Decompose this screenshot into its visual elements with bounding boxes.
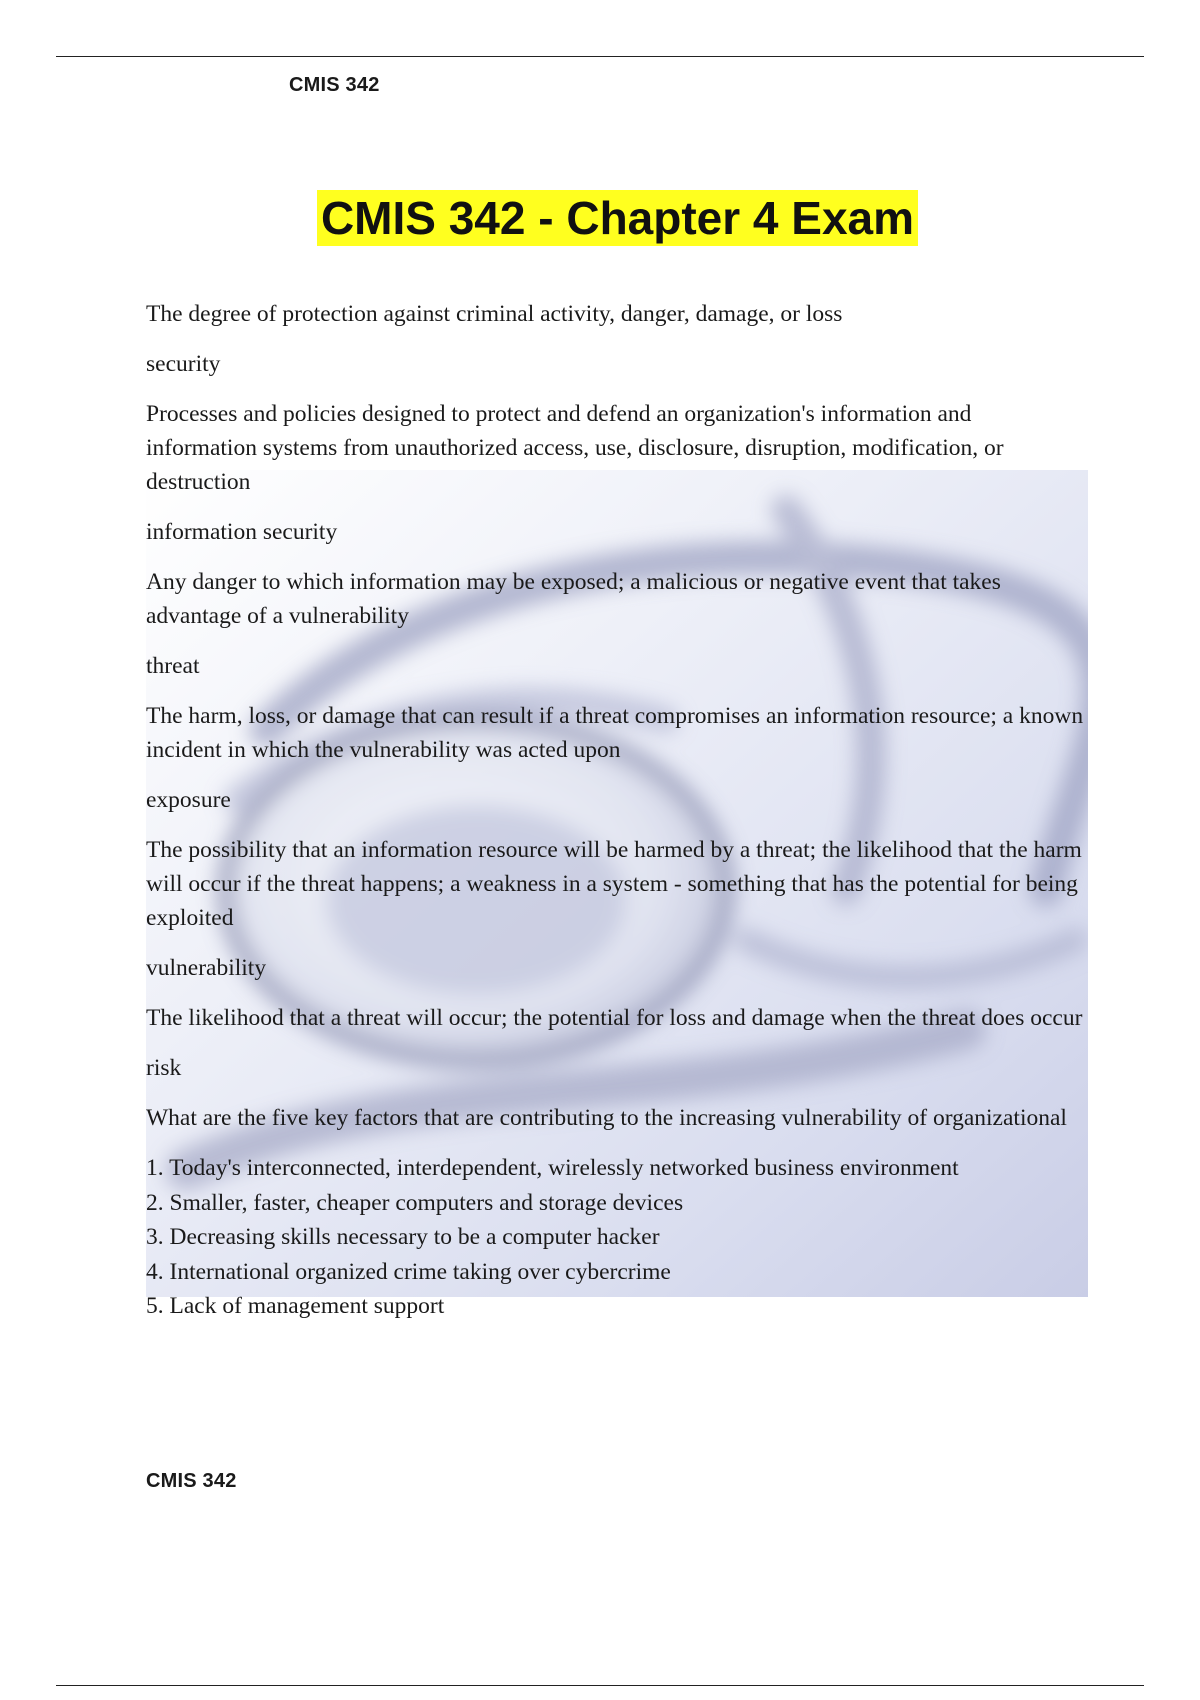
top-rule: [56, 56, 1144, 57]
bottom-rule: [56, 1685, 1144, 1686]
document-title: CMIS 342 - Chapter 4 Exam: [317, 190, 918, 246]
card-prompt: The harm, loss, or damage that can result if a threat compromises an information resource; a known incident in which the vulnerability was acted upon: [146, 703, 1084, 763]
list-item: 1. Today's interconnected, interdependent, wirelessly networked business environment: [146, 1155, 959, 1181]
question-prompt: What are the five key factors that are contributing to the increasing vulnerability of organizational: [146, 1105, 1067, 1131]
list-item: 4. International organized crime taking over cybercrime: [146, 1258, 671, 1285]
card-prompt: The possibility that an information resource will be harmed by a threat; the likelihood that the harm will occur if the threat happens; a weakness in a system - something that has the potential for being exploited: [146, 837, 1082, 931]
list-item: 5. Lack of management support: [146, 1293, 445, 1319]
card-prompt: The likelihood that a threat will occur; the potential for loss and damage when the threat does occur: [146, 1005, 1083, 1031]
card-answer: information security: [146, 519, 338, 545]
card-answer: security: [146, 351, 221, 377]
card-prompt: Processes and policies designed to protect and defend an organization's information and information systems from unauthorized access, use, disclosure, disruption, modification, or destruction: [146, 401, 1004, 495]
card-prompt: Any danger to which information may be exposed; a malicious or negative event that takes advantage of a vulnerability: [146, 569, 1001, 629]
page-header: CMIS 342: [289, 74, 380, 96]
title-container: [0, 190, 1200, 246]
list-item: 3. Decreasing skills necessary to be a computer hacker: [146, 1224, 660, 1250]
list-item: 2. Smaller, faster, cheaper computers and storage devices: [146, 1189, 684, 1216]
answer-list: [146, 1151, 1086, 1324]
card-answer: threat: [146, 653, 200, 679]
page-footer: CMIS 342: [146, 1470, 237, 1492]
card-answer: exposure: [146, 787, 231, 813]
card-prompt: The degree of protection against criminal activity, danger, damage, or loss: [146, 301, 843, 327]
card-answer: vulnerability: [146, 955, 267, 981]
card-answer: risk: [146, 1055, 182, 1081]
flashcard-content: [146, 297, 1086, 1324]
